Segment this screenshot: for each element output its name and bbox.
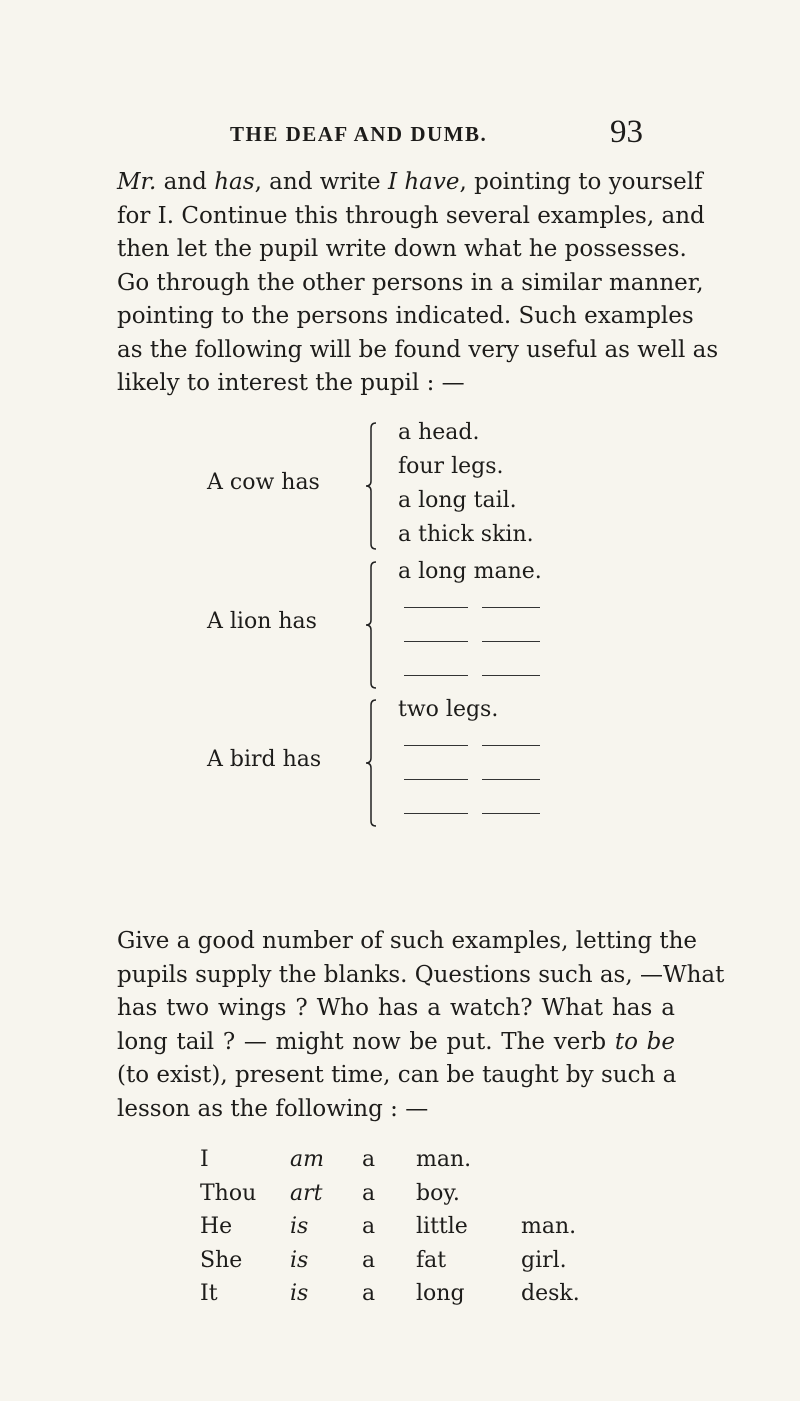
blank-row [398,795,548,829]
text-line [117,300,694,334]
word-cell [521,1177,580,1211]
text-run: for I. Continue this through several examples, and [117,202,705,229]
text-line [117,992,675,1026]
example-item: a thick skin. [398,522,534,547]
example-items [398,416,548,552]
italic-run: I have [387,169,460,195]
blank-line [482,607,540,608]
text-run: , pointing to yourself [459,169,703,195]
text-run: long tail ? — might now be put. The verb [117,1028,615,1055]
blank-row [398,623,548,657]
article-cell: a [362,1180,376,1206]
article-cell: a [362,1147,376,1172]
table-row [200,1277,580,1311]
example-subject: A cow has [207,470,320,495]
text-line [117,1093,675,1127]
blank-line [404,641,468,642]
pronoun-cell: Thou [200,1180,257,1206]
table-row [200,1143,580,1177]
article-cell: a [362,1214,376,1239]
blank-line [482,675,540,676]
text-line [117,959,725,993]
example-subject: A bird has [207,747,322,772]
blank-line [482,779,540,780]
text-line [117,267,704,301]
example-item: two legs. [398,697,499,722]
example-item: a head. [398,420,480,445]
blank-line [404,779,468,780]
italic-run: to be [614,1028,675,1055]
italic-run: has [214,169,255,195]
example-items [398,693,548,829]
text-run: Go through the other persons in a similar manner, [117,269,704,296]
blank-row [398,589,548,623]
verb-to-be-table [200,1143,580,1311]
word-cell: girl. [521,1247,567,1273]
word-cell: little [416,1214,468,1239]
article-cell: a [362,1281,376,1306]
example-subject: A lion has [207,609,317,634]
running-title: THE DEAF AND DUMB. [230,122,488,146]
text-run: Give a good number of such examples, letting the [117,928,698,954]
verb-cell: art [290,1180,323,1206]
word-cell: man. [521,1214,577,1239]
page-number: 93 [610,114,643,150]
text-line [117,334,719,368]
blank-line [482,745,540,746]
word-cell: desk. [521,1281,580,1306]
text-line [117,1026,675,1060]
blank-row [398,761,548,795]
text-run: pupils supply the blanks. Questions such as, —What [117,961,725,988]
word-cell: boy. [416,1180,460,1206]
brace-icon [364,422,378,550]
verb-cell: is [290,1247,309,1273]
blank-line [404,675,468,676]
example-item: four legs. [398,454,504,479]
brace-icon [364,699,378,827]
table-row [200,1244,580,1278]
text-run: likely to interest the pupil : — [117,370,465,396]
example-item: a long mane. [398,559,542,584]
text-line [117,367,675,401]
pronoun-cell: It [200,1281,218,1306]
text-run: then let the pupil write down what he possesses. [117,236,687,262]
text-run: , and write [254,169,388,195]
text-line [117,925,698,959]
blank-row [398,657,548,691]
text-run: and [156,169,215,195]
example-item: a long tail. [398,488,517,513]
paragraph-intro [117,166,719,401]
text-line [117,233,687,267]
word-cell: man. [416,1147,472,1172]
verb-cell: is [290,1214,309,1239]
text-run: pointing to the persons indicated. Such examples [117,303,694,329]
verb-cell: is [290,1281,309,1306]
text-line [117,1059,675,1093]
pronoun-cell: He [200,1214,233,1239]
text-run: as the following will be found very useful as well as [117,336,719,363]
blank-line [404,745,468,746]
text-run: has two wings ? Who has a watch? What has a [117,995,675,1021]
word-cell: long [416,1281,465,1306]
verb-cell: am [290,1147,324,1172]
example-items [398,555,548,691]
paragraph-followup [117,925,725,1126]
text-run: lesson as the following : — [117,1095,429,1122]
blank-line [404,813,468,814]
blank-line [482,813,540,814]
running-head [0,114,800,154]
word-cell [521,1143,580,1177]
word-cell: fat [416,1247,447,1273]
blank-line [404,607,468,608]
table-row [200,1177,580,1211]
table-row [200,1210,580,1244]
pronoun-cell: She [200,1247,243,1273]
italic-run: Mr. [117,169,157,195]
blank-line [482,641,540,642]
text-run: (to exist), present time, can be taught by such a [117,1062,677,1088]
blank-row [398,727,548,761]
text-line [117,166,703,200]
text-line [117,200,705,234]
article-cell: a [362,1247,376,1273]
brace-icon [364,561,378,689]
pronoun-cell: I [200,1147,209,1172]
